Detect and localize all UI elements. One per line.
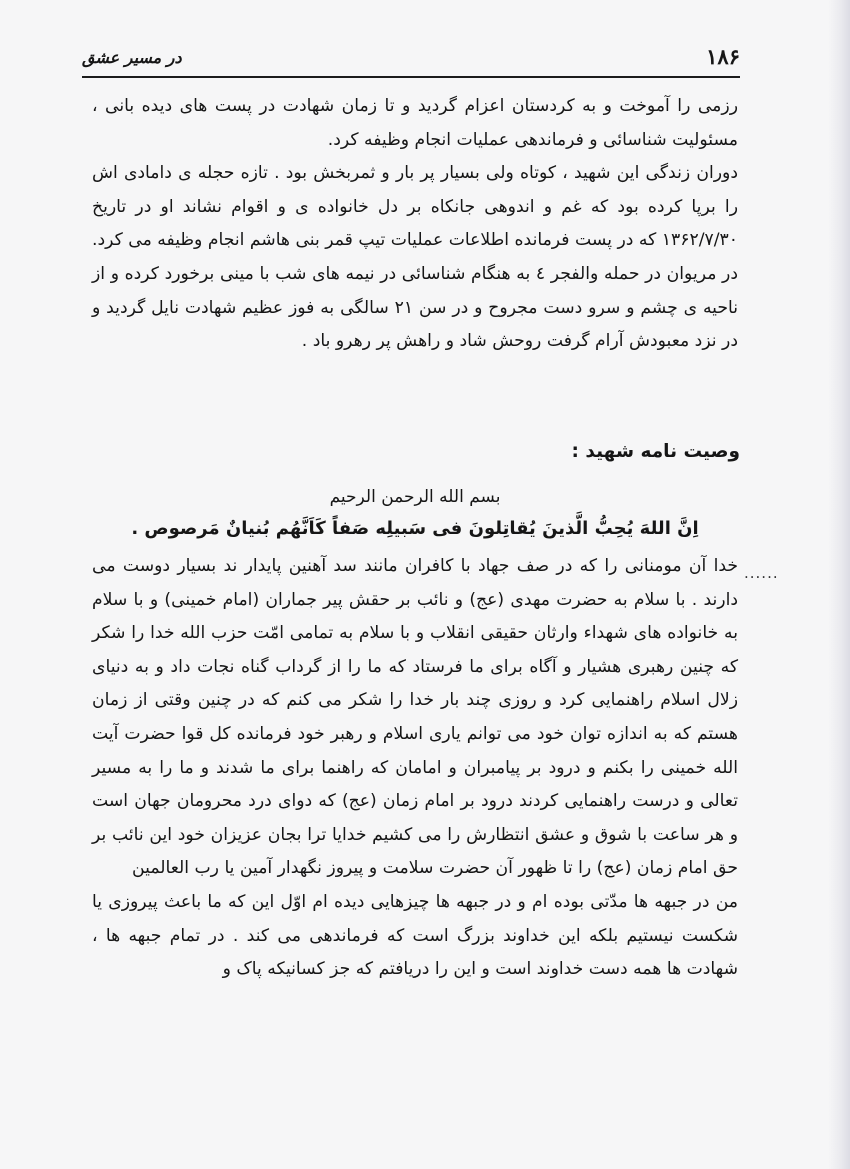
- basmala: بسم الله الرحمن الرحیم: [329, 487, 501, 507]
- will-heading: وصیت نامه شهید :: [571, 441, 740, 462]
- header-rule: [82, 76, 740, 78]
- page-header: [82, 44, 740, 74]
- quran-verse: اِنَّ اللهَ یُحِبُّ الَّذینَ یُقاتِلونَ فی سَبیلِه صَفاً کَاَنَّهُم بُنیانٌ مَرصوص .: [131, 518, 699, 539]
- will-paragraph: خدا آن مومنانی را که در صف جهاد با کافران مانند سد آهنین پایدار ند بسیار دوست می دارند . با سلام به حضرت مهدی (عج) و نائب بر حقش پیر جماران (امام خمینی) و با سلام به خانواده های شهداء وارثان حقیقی انقلاب و با سلام به تمامی امّت حزب الله خدا را شکر که چنین رهبری هشیار و آگاه برای ما فرستاد که ما را از گرداب گناه نجات داد و به دنیای زلال اسلام راهنمایی کرد و روزی چند بار خدا را شکر می کنم که در چنین وقتی از زمان هستم که به اندازه توان خود می توانم یاری اسلام و رهبر خود فرمانده کل قوا حضرت آیت الله خمینی را بکنم و درود بر پیامبران و امامان که راهنما برای ما شدند و ما را به مسیر تعالی و درست راهنمایی کردند درود بر امام زمان (عج) که دوای درد محرومان جهان است و هر ساعت با شوق و عشق انتظارش را می کشیم خدایا ترا بجان عزیزان خود این نائب بر حق امام زمان (عج) را تا ظهور آن حضرت سلامت و پیروز نگهدار آمین یا رب العالمین: [92, 556, 738, 879]
- page-number: ۱۸۶: [706, 44, 740, 69]
- running-title: در مسیر عشق: [82, 48, 182, 67]
- biography-paragraph: رزمی را آموخت و به کردستان اعزام گردید و تا زمان شهادت در پست های دیده بانی ، مسئولیت شناسائی و فرماندهی عملیات انجام وظیفه کرد.: [92, 96, 738, 150]
- will-text: [92, 550, 738, 987]
- biography-paragraph: دوران زندگی این شهید ، کوتاه ولی بسیار پر بار و ثمربخش بود . تازه حجله ی دامادی اش را برپا کرده بود که غم و اندوهی جانکاه بر دل خانواده ی و اقوام نشاند او در تاریخ ۱۳۶۲/۷/۳۰ که در پست فرمانده اطلاعات عملیات تیپ قمر بنی هاشم انجام وظیفه می کرد. در مریوان در حمله والفجر ٤ به هنگام شناسائی در نیمه های شب با مینی برخورد کرده و از ناحیه ی چشم و سرو دست مجروح و در سن ۲۱ سالگی به فوز عظیم شهادت نایل گردید و در نزد معبودش آرام گرفت روحش شاد و راهش پر رهرو باد .: [92, 163, 739, 352]
- page-edge-shadow: [828, 0, 850, 1169]
- will-paragraph: من در جبهه ها مدّتی بوده ام و در جبهه ها چیزهایی دیده ام اوّل این که ما باعث پیروزی یا شکست نیستیم بلکه این خداوند بزرگ است که فرماندهی می کند . در تمام جبهه ها ، شهادت ها همه دست خداوند است و این را دریافتم که جز کسانیکه پاک و: [92, 891, 738, 980]
- biography-text: [92, 90, 738, 359]
- margin-marks: ......: [744, 564, 779, 582]
